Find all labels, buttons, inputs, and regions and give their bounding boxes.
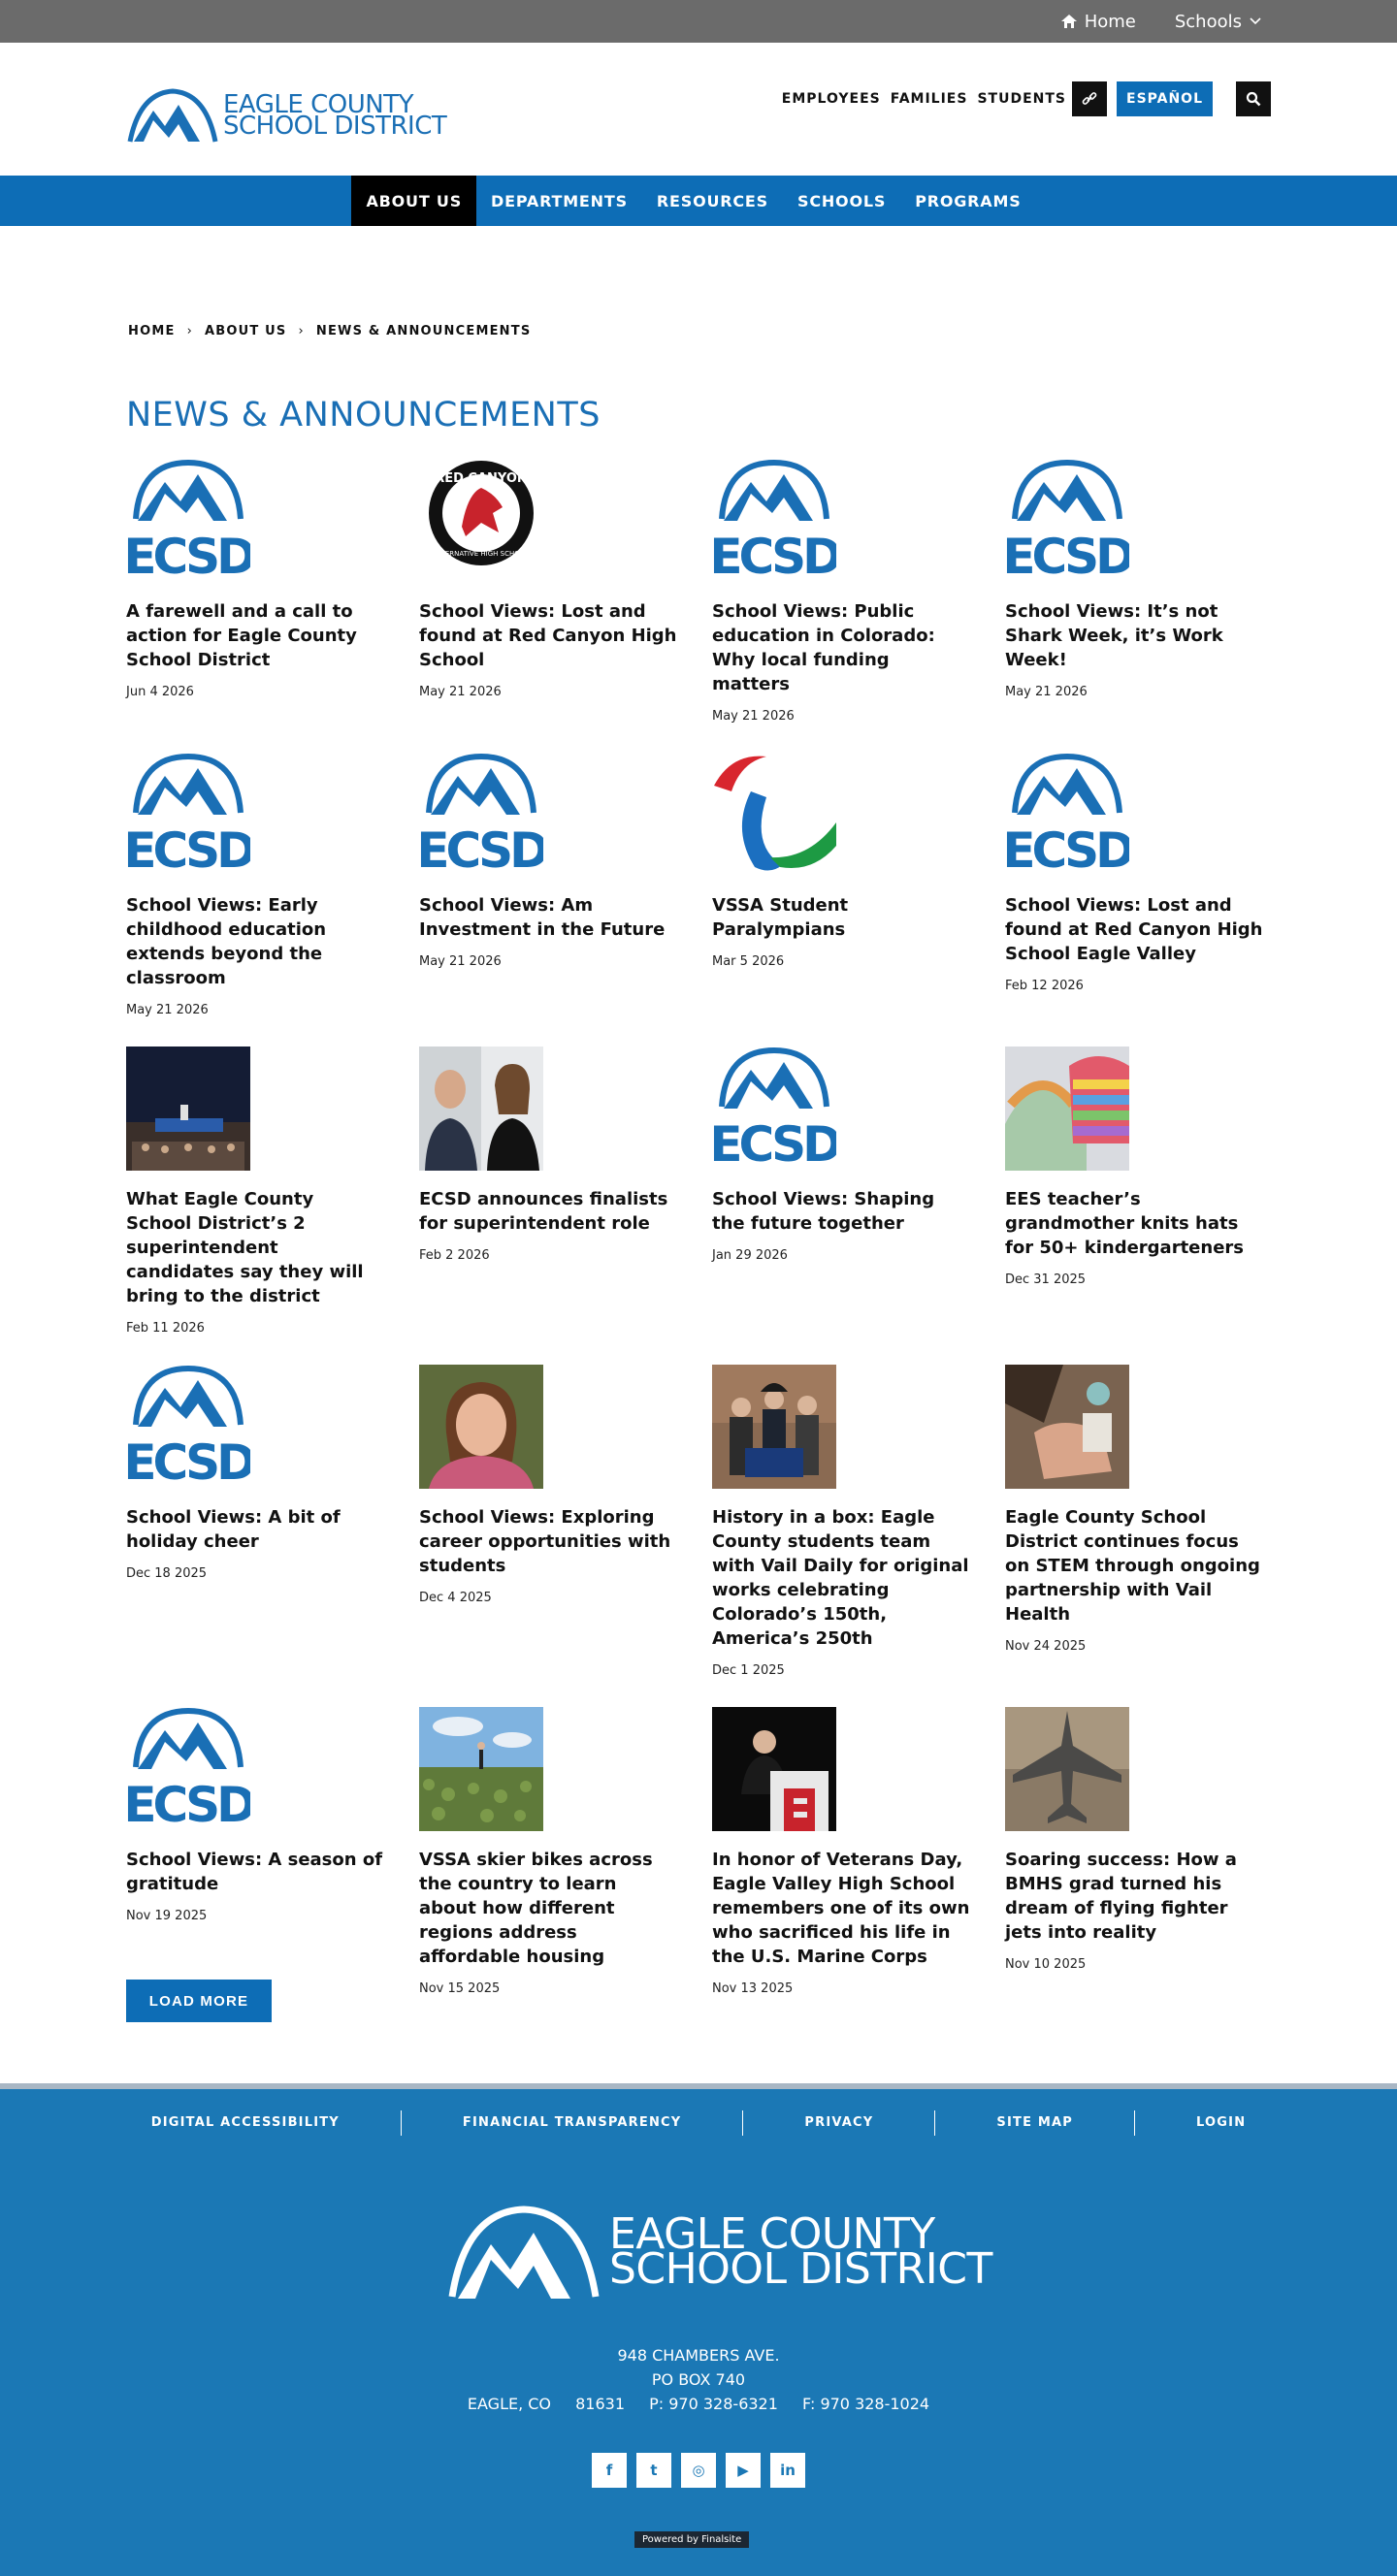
news-card[interactable] xyxy=(712,1365,970,1678)
svg-text:ECSD: ECSD xyxy=(126,1777,250,1831)
news-title[interactable]: School Views: Lost and found at Red Canyon High School xyxy=(419,601,677,670)
news-date: Feb 2 2026 xyxy=(419,1248,490,1263)
mountain-logo-icon xyxy=(446,2204,601,2301)
address-city: EAGLE, CO xyxy=(467,2395,552,2413)
news-title[interactable]: School Views: Public education in Colorado: Why local funding matters xyxy=(712,601,935,694)
news-date: Dec 31 2025 xyxy=(1005,1272,1087,1287)
news-title[interactable]: Eagle County School District continues focus on STEM through ongoing partnership with Vail Health xyxy=(1005,1507,1260,1625)
news-title[interactable]: Soaring success: How a BMHS grad turned his dream of flying fighter jets into reality xyxy=(1005,1850,1237,1943)
news-date: Dec 18 2025 xyxy=(126,1566,208,1581)
link-icon xyxy=(1082,91,1097,107)
news-date: Nov 13 2025 xyxy=(712,1981,794,1996)
social-links xyxy=(0,2453,1397,2488)
mountain-logo-icon xyxy=(126,87,219,144)
breadcrumb-current: NEWS & ANNOUNCEMENTS xyxy=(315,324,532,338)
news-title[interactable]: History in a box: Eagle County students team with Vail Daily for original works celebrating Colorado’s 150th, America’s 250th xyxy=(712,1507,969,1649)
news-thumbnail[interactable] xyxy=(419,1365,543,1489)
footer-links xyxy=(0,2110,1397,2136)
nav-programs[interactable]: PROGRAMS xyxy=(915,191,1022,210)
footer-link-privacy[interactable]: PRIVACY xyxy=(743,2110,935,2136)
news-card[interactable] xyxy=(712,753,970,1017)
espanol-button[interactable]: ESPAÑOL xyxy=(1117,81,1213,116)
footer-logo[interactable] xyxy=(446,2204,992,2301)
breadcrumb-about-us[interactable]: ABOUT US xyxy=(204,324,287,338)
news-date: Nov 19 2025 xyxy=(126,1909,208,1923)
news-thumbnail[interactable] xyxy=(419,1707,543,1831)
address-zip: 81631 xyxy=(575,2395,626,2413)
ecsd-logo-thumbnail[interactable] xyxy=(126,753,250,877)
chevron-down-icon xyxy=(1250,17,1261,25)
svg-text:ECSD: ECSD xyxy=(419,822,543,877)
footer-logo-line2: SCHOOL DISTRICT xyxy=(609,2244,992,2294)
news-thumbnail[interactable] xyxy=(1005,1707,1129,1831)
students-link[interactable]: STUDENTS xyxy=(977,91,1066,107)
ecsd-logo-thumbnail[interactable] xyxy=(712,459,836,583)
schools-dropdown[interactable] xyxy=(1175,12,1261,32)
news-card[interactable] xyxy=(1005,1365,1263,1678)
schools-dropdown-label: Schools xyxy=(1174,11,1242,32)
breadcrumb-chevron-icon: › xyxy=(186,324,193,338)
search-icon xyxy=(1246,91,1261,107)
nav-schools[interactable]: SCHOOLS xyxy=(797,191,887,210)
ecsd-logo-thumbnail[interactable] xyxy=(126,459,250,583)
site-footer xyxy=(0,2083,1397,2576)
instagram-icon[interactable]: ◎ xyxy=(681,2453,716,2488)
home-icon xyxy=(1061,15,1077,28)
ecsd-logo-thumbnail[interactable] xyxy=(1005,753,1129,877)
news-date: Nov 24 2025 xyxy=(1005,1639,1087,1654)
svg-text:ECSD: ECSD xyxy=(712,1116,836,1171)
quick-links-button[interactable] xyxy=(1072,81,1107,116)
nav-departments[interactable]: DEPARTMENTS xyxy=(491,191,628,210)
news-card[interactable] xyxy=(419,459,677,724)
news-card[interactable] xyxy=(419,1707,677,1996)
logo-text xyxy=(223,90,447,141)
district-address xyxy=(0,2343,1397,2416)
news-date: Jun 4 2026 xyxy=(126,685,194,699)
home-link-label: Home xyxy=(1084,11,1136,32)
news-thumbnail[interactable] xyxy=(712,1707,836,1831)
phone-number[interactable]: P: 970 328-6321 xyxy=(649,2395,778,2413)
news-card[interactable] xyxy=(1005,1707,1263,1996)
news-card[interactable] xyxy=(1005,1046,1263,1336)
news-card[interactable] xyxy=(712,1046,970,1336)
news-date: May 21 2026 xyxy=(712,709,795,724)
news-date: Nov 10 2025 xyxy=(1005,1957,1087,1972)
news-card[interactable] xyxy=(126,753,384,1017)
home-link[interactable] xyxy=(1061,12,1136,32)
search-button[interactable] xyxy=(1236,81,1271,116)
news-title[interactable]: VSSA Student Paralympians xyxy=(712,895,849,940)
nav-about-us[interactable]: ABOUT US xyxy=(351,176,476,226)
nav-resources[interactable]: RESOURCES xyxy=(656,191,768,210)
news-thumbnail[interactable] xyxy=(1005,1046,1129,1171)
news-card[interactable] xyxy=(126,1707,384,1996)
news-date: May 21 2026 xyxy=(419,954,502,969)
footer-link-financial-transparency[interactable]: FINANCIAL TRANSPARENCY xyxy=(402,2110,744,2136)
news-title[interactable]: ECSD announces finalists for superintendent role xyxy=(419,1189,668,1234)
news-date: May 21 2026 xyxy=(1005,685,1088,699)
ecsd-logo-thumbnail[interactable] xyxy=(419,753,543,877)
families-link[interactable]: FAMILIES xyxy=(890,91,968,107)
header-links xyxy=(772,81,1271,116)
news-card[interactable] xyxy=(419,1046,677,1336)
breadcrumb xyxy=(128,324,531,338)
news-title[interactable]: A farewell and a call to action for Eagle County School District xyxy=(126,601,357,670)
fax-number: F: 970 328-1024 xyxy=(802,2395,930,2413)
svg-text:ALTERNATIVE HIGH SCHOOL: ALTERNATIVE HIGH SCHOOL xyxy=(433,550,530,558)
svg-text:ECSD: ECSD xyxy=(126,822,250,877)
news-title[interactable]: School Views: It’s not Shark Week, it’s Work Week! xyxy=(1005,601,1223,670)
news-date: Feb 11 2026 xyxy=(126,1321,205,1336)
news-thumbnail[interactable] xyxy=(1005,1365,1129,1489)
ecsd-logo-thumbnail[interactable] xyxy=(712,1046,836,1171)
breadcrumb-home[interactable]: HOME xyxy=(128,324,176,338)
news-title[interactable]: VSSA skier bikes across the country to learn about how different regions address affordable housing xyxy=(419,1850,653,1967)
news-card[interactable] xyxy=(419,1365,677,1678)
news-card[interactable] xyxy=(126,1046,384,1336)
news-thumbnail[interactable] xyxy=(126,1046,250,1171)
news-thumbnail[interactable] xyxy=(712,1365,836,1489)
news-date: Jan 29 2026 xyxy=(712,1248,788,1263)
news-date: Feb 12 2026 xyxy=(1005,979,1084,993)
facebook-icon[interactable]: f xyxy=(592,2453,627,2488)
twitter-icon[interactable]: t xyxy=(636,2453,671,2488)
news-card[interactable] xyxy=(712,459,970,724)
powered-by-finalsite-badge[interactable]: Powered by Finalsite xyxy=(634,2531,749,2548)
news-card[interactable] xyxy=(419,753,677,1017)
svg-text:ECSD: ECSD xyxy=(126,529,250,583)
ecsd-logo-thumbnail[interactable] xyxy=(126,1365,250,1489)
address-city-line xyxy=(0,2392,1397,2416)
news-title[interactable]: School Views: Exploring career opportunities with students xyxy=(419,1507,671,1576)
site-header xyxy=(0,43,1397,176)
svg-text:ECSD: ECSD xyxy=(1005,822,1129,877)
main-content xyxy=(0,226,1397,2083)
footer-logo-line1: EAGLE COUNTY xyxy=(609,2209,935,2259)
news-date: May 21 2026 xyxy=(126,1003,209,1017)
footer-link-login[interactable]: LOGIN xyxy=(1196,2115,1247,2130)
logo-line2: SCHOOL DISTRICT xyxy=(223,112,447,141)
news-title[interactable]: School Views: Shaping the future together xyxy=(712,1189,935,1234)
breadcrumb-chevron-icon: › xyxy=(298,324,305,338)
news-card[interactable] xyxy=(1005,753,1263,1017)
address-po-box: PO BOX 740 xyxy=(651,2370,746,2389)
news-thumbnail[interactable] xyxy=(419,459,543,583)
news-date: Dec 4 2025 xyxy=(419,1591,492,1605)
news-title[interactable]: School Views: Early childhood education extends beyond the classroom xyxy=(126,895,327,988)
footer-logo-text xyxy=(609,2209,992,2294)
footer-link-site-map[interactable]: SITE MAP xyxy=(935,2110,1135,2136)
address-street: 948 CHAMBERS AVE. xyxy=(617,2346,780,2365)
utility-bar xyxy=(0,0,1397,43)
svg-text:ECSD: ECSD xyxy=(1005,529,1129,583)
main-nav xyxy=(0,176,1397,226)
news-title[interactable]: School Views: Lost and found at Red Canyon High School Eagle Valley xyxy=(1005,895,1263,964)
svg-text:ECSD: ECSD xyxy=(712,529,836,583)
site-logo[interactable] xyxy=(126,87,446,144)
news-title[interactable]: School Views: Am Investment in the Future xyxy=(419,895,666,940)
page-title: NEWS & ANNOUNCEMENTS xyxy=(126,396,601,435)
news-date: Nov 15 2025 xyxy=(419,1981,501,1996)
svg-text:ECSD: ECSD xyxy=(126,1434,250,1489)
news-card[interactable] xyxy=(712,1707,970,1996)
news-card[interactable] xyxy=(126,459,384,724)
news-date: Mar 5 2026 xyxy=(712,954,785,969)
news-title[interactable]: EES teacher’s grandmother knits hats for 50+ kindergarteners xyxy=(1005,1189,1244,1258)
news-card[interactable] xyxy=(1005,459,1263,724)
linkedin-icon[interactable]: in xyxy=(770,2453,805,2488)
load-more-button[interactable]: LOAD MORE xyxy=(126,1980,272,2022)
news-date: May 21 2026 xyxy=(419,685,502,699)
news-title[interactable]: School Views: A season of gratitude xyxy=(126,1850,383,1894)
logo-line1: EAGLE COUNTY xyxy=(223,90,413,119)
ecsd-logo-thumbnail[interactable] xyxy=(126,1707,250,1831)
news-card[interactable] xyxy=(126,1365,384,1678)
news-title[interactable]: What Eagle County School District’s 2 superintendent candidates say they will bring to the district xyxy=(126,1189,364,1306)
employees-link[interactable]: EMPLOYEES xyxy=(781,91,881,107)
svg-text:RED CANYON: RED CANYON xyxy=(435,471,528,486)
news-thumbnail[interactable] xyxy=(712,753,836,877)
news-date: Dec 1 2025 xyxy=(712,1663,785,1678)
ecsd-logo-thumbnail[interactable] xyxy=(1005,459,1129,583)
news-title[interactable]: School Views: A bit of holiday cheer xyxy=(126,1507,341,1552)
youtube-icon[interactable]: ▶ xyxy=(726,2453,761,2488)
footer-link-accessibility[interactable]: DIGITAL ACCESSIBILITY xyxy=(90,2110,402,2136)
news-thumbnail[interactable] xyxy=(419,1046,543,1171)
news-title[interactable]: In honor of Veterans Day, Eagle Valley High School remembers one of its own who sacrificed his life in the U.S. Marine Corps xyxy=(712,1850,970,1967)
news-grid xyxy=(126,459,1273,2025)
